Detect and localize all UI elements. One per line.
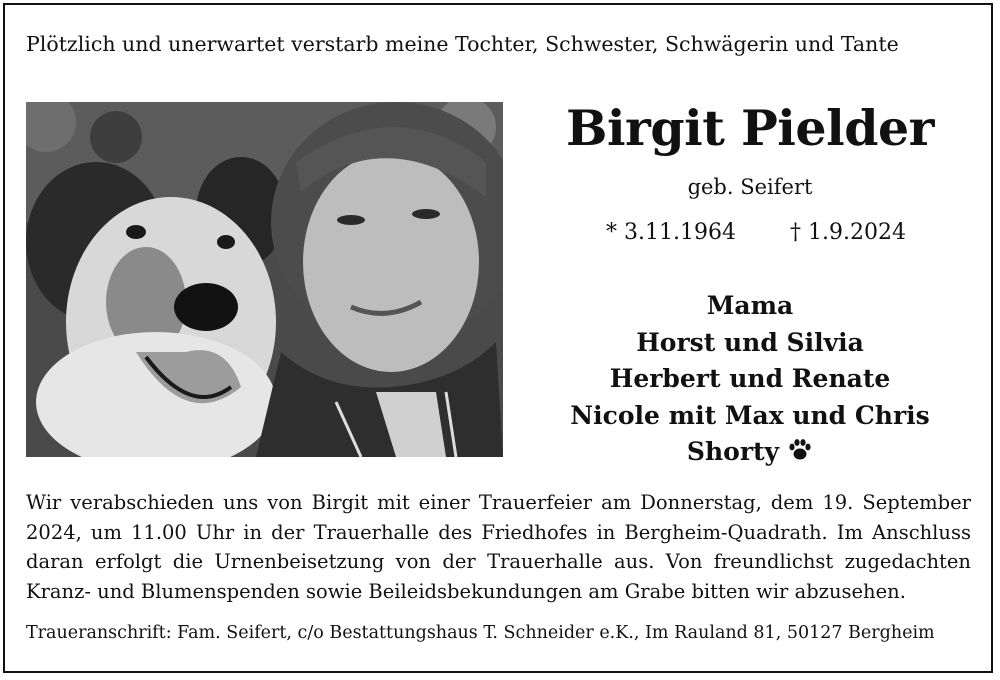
mourner-name: Herbert und Renate <box>609 364 891 393</box>
mourner-name: Nicole mit Max und Chris <box>570 400 930 430</box>
ceremony-text: Wir verabschieden uns von Birgit mit einer Trauerfeier am Donnerstag, dem 19. September 2024, um 11.00 Uhr in der Trauerhalle des Friedhofes in Bergheim-Quadrath. Im Anschluss daran erfolgt die Urnenbeisetzung von der Trauerhalle aus. Von freundlichst zugedachten Kranz- und Blumenspenden sowie Beileidsbekundungen am Grabe bitten wir abzusehen. <box>26 491 971 603</box>
mourning-address: Traueranschrift: Fam. Seifert, c/o Bestattungshaus T. Schneider e.K., Im Rauland 81, 50127 Bergheim <box>26 623 935 643</box>
death-date: † 1.9.2024 <box>790 220 906 245</box>
mourner-name: Horst und Silvia <box>636 327 864 357</box>
mourner-pet-name: Shorty <box>686 437 780 466</box>
paw-print-icon <box>787 437 813 463</box>
birth-date: * 3.11.1964 <box>606 220 736 245</box>
mourner-pet <box>560 434 940 471</box>
portrait-photo <box>26 102 503 457</box>
birth-name: geb. Seifert <box>687 175 813 199</box>
deceased-name: Birgit Pielder <box>566 99 934 157</box>
mourners-list <box>560 288 940 471</box>
intro-text: Plötzlich und unerwartet verstarb meine Tochter, Schwester, Schwägerin und Tante <box>26 32 899 56</box>
photo-woman-with-dog <box>26 102 503 457</box>
mourner-name: Mama <box>706 291 794 320</box>
